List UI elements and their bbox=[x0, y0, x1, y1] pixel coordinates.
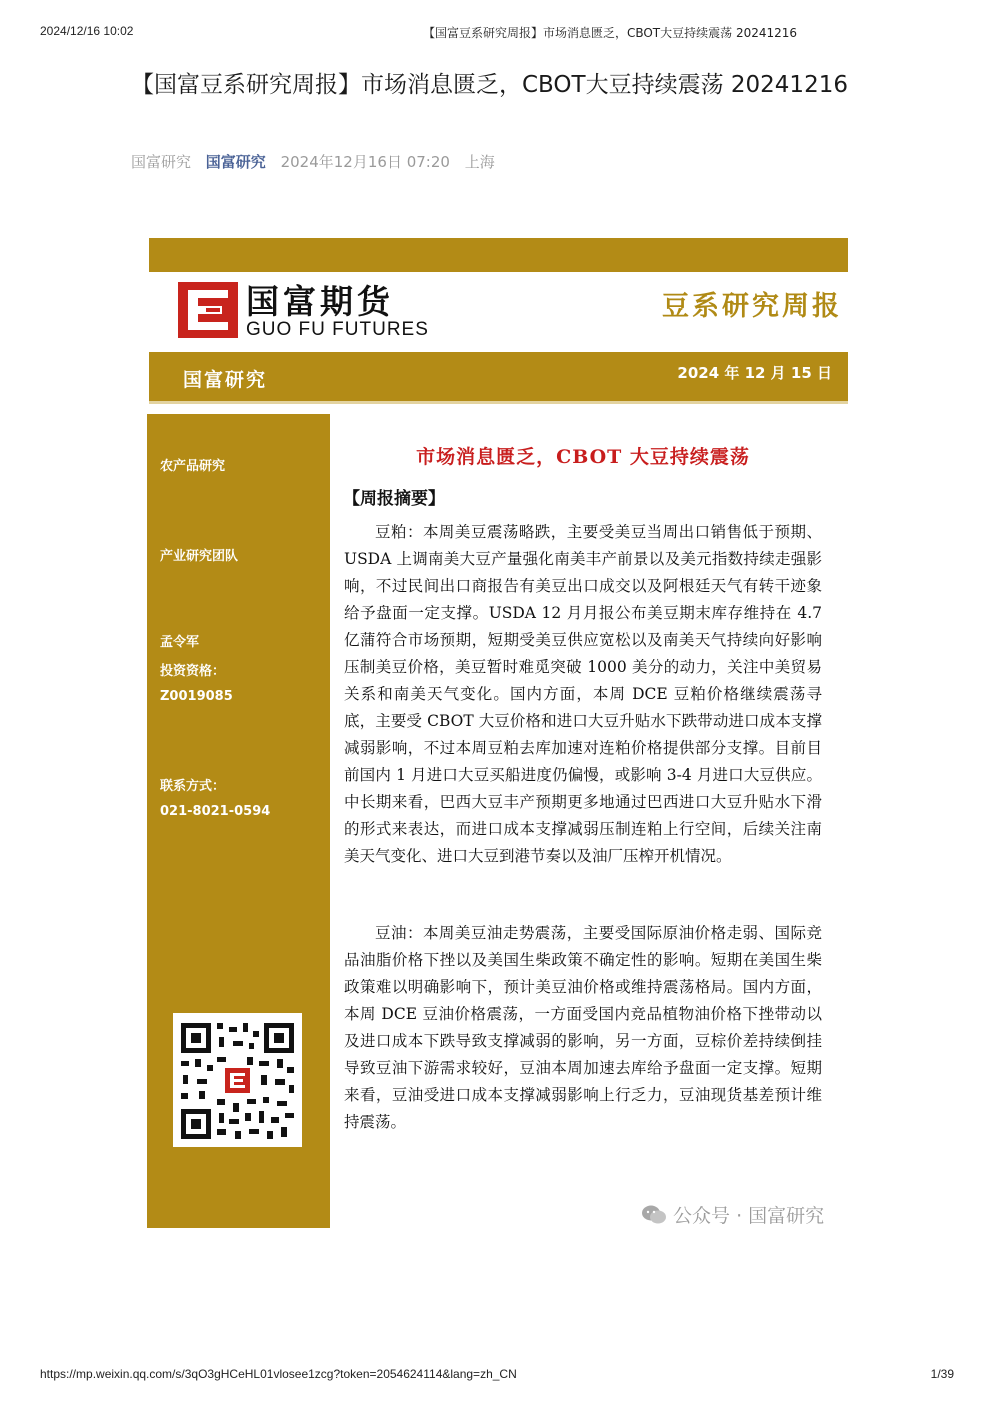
report-date: 2024 年 12 月 15 日 bbox=[677, 364, 832, 382]
publish-location: 上海 bbox=[464, 153, 495, 171]
wechat-watermark bbox=[641, 1201, 824, 1228]
watermark-text: 公众号 · 国富研究 bbox=[673, 1205, 825, 1227]
sidebar-phone: 021-8021-0594 bbox=[160, 804, 271, 819]
article-title: 【国富豆系研究周报】市场消息匮乏，CBOT大豆持续震荡 20241216 bbox=[131, 72, 848, 98]
sidebar-dept: 农产品研究 bbox=[160, 459, 226, 474]
logo-text-cn: 国富期货 bbox=[246, 282, 394, 321]
publish-datetime: 2024年12月16日 07:20 bbox=[280, 153, 450, 171]
print-datetime: 2024/12/16 10:02 bbox=[40, 24, 134, 38]
band-title: 国富研究 bbox=[183, 369, 268, 391]
sidebar-analyst: 孟令军 bbox=[160, 635, 200, 650]
author-name: 国富研究 bbox=[131, 153, 192, 171]
sidebar-contact-label: 联系方式： bbox=[160, 779, 226, 794]
report-top-bar bbox=[149, 238, 848, 272]
summary-header: 【周报摘要】 bbox=[343, 489, 445, 509]
report-series-title: 豆系研究周报 bbox=[662, 291, 842, 322]
qr-code-icon bbox=[173, 1013, 302, 1147]
print-title: 【国富豆系研究周报】市场消息匮乏，CBOT大豆持续震荡 20241216 bbox=[422, 26, 798, 40]
article-meta bbox=[131, 151, 505, 172]
company-logo-icon bbox=[178, 282, 238, 338]
paragraph-soyoil: 豆油：本周美豆油走势震荡，主要受国际原油价格走弱、国际竞品油脂价格下挫以及美国生柴政策不确定性的影响。短期在美国生柴政策难以明确影响下，预计美豆油价格或维持震荡格局。国内方面，本周 DCE 豆油价格震荡，一方面受国内竞品植物油价格下挫带动以及进口成本下跌导致支撑减弱的影响，另一方面，豆棕价差持续倒挂导致豆油下游需求较好，豆油本周加速去库给予盘面一定支撑。短期来看，豆油受进口成本支撑减弱影响上行乏力，豆油现货基差预计维持震荡。 bbox=[344, 924, 822, 1131]
account-link[interactable]: 国富研究 bbox=[205, 153, 266, 171]
logo-text-en: GUO FU FUTURES bbox=[246, 319, 429, 340]
print-page-number: 1/39 bbox=[930, 1367, 954, 1381]
sidebar-cert-no: Z0019085 bbox=[160, 689, 233, 704]
paragraph-soymeal: 豆粕：本周美豆震荡略跌，主要受美豆当周出口销售低于预期、USDA 上调南美大豆产量强化南美丰产前景以及美元指数持续走强影响，不过民间出口商报告有美豆出口成交以及阿根廷天气有转干迹象给予盘面一定支撑。USDA 12 月月报公布美豆期末库存维持在 4.7 亿蒲符合市场预期，短期受美豆供应宽松以及南美天气持续向好影响压制美豆价格，美豆暂时难觅突破 1000 美分的动力，关注中美贸易关系和南美天气变化。国内方面，本周 DCE 豆粕价格继续震荡寻底，主要受 CBOT 大豆价格和进口大豆升贴水下跌带动进口成本支撑减弱影响，不过本周豆粕去库加速对连粕价格提供部分支撑。目前目前国内 1 月进口大豆买船进度仍偏慢，或影响 3-4 月进口大豆供应。中长期来看，巴西大豆丰产预期更多地通过巴西进口大豆升贴水下滑的形式来表达，而进口成本支撑减弱压制连粕上行空间，后续关注南美天气变化、进口大豆到港节奏以及油厂压榨开机情况。 bbox=[344, 523, 822, 865]
wechat-icon bbox=[641, 1205, 673, 1227]
print-url: https://mp.weixin.qq.com/s/3qO3gHCeHL01vlosee1zcg?token=2054624114&lang=zh_CN bbox=[40, 1367, 517, 1381]
sidebar-cert-label: 投资资格： bbox=[160, 664, 226, 679]
report-headline: 市场消息匮乏，CBOT 大豆持续震荡 bbox=[416, 446, 750, 468]
sidebar-team: 产业研究团队 bbox=[160, 549, 239, 564]
